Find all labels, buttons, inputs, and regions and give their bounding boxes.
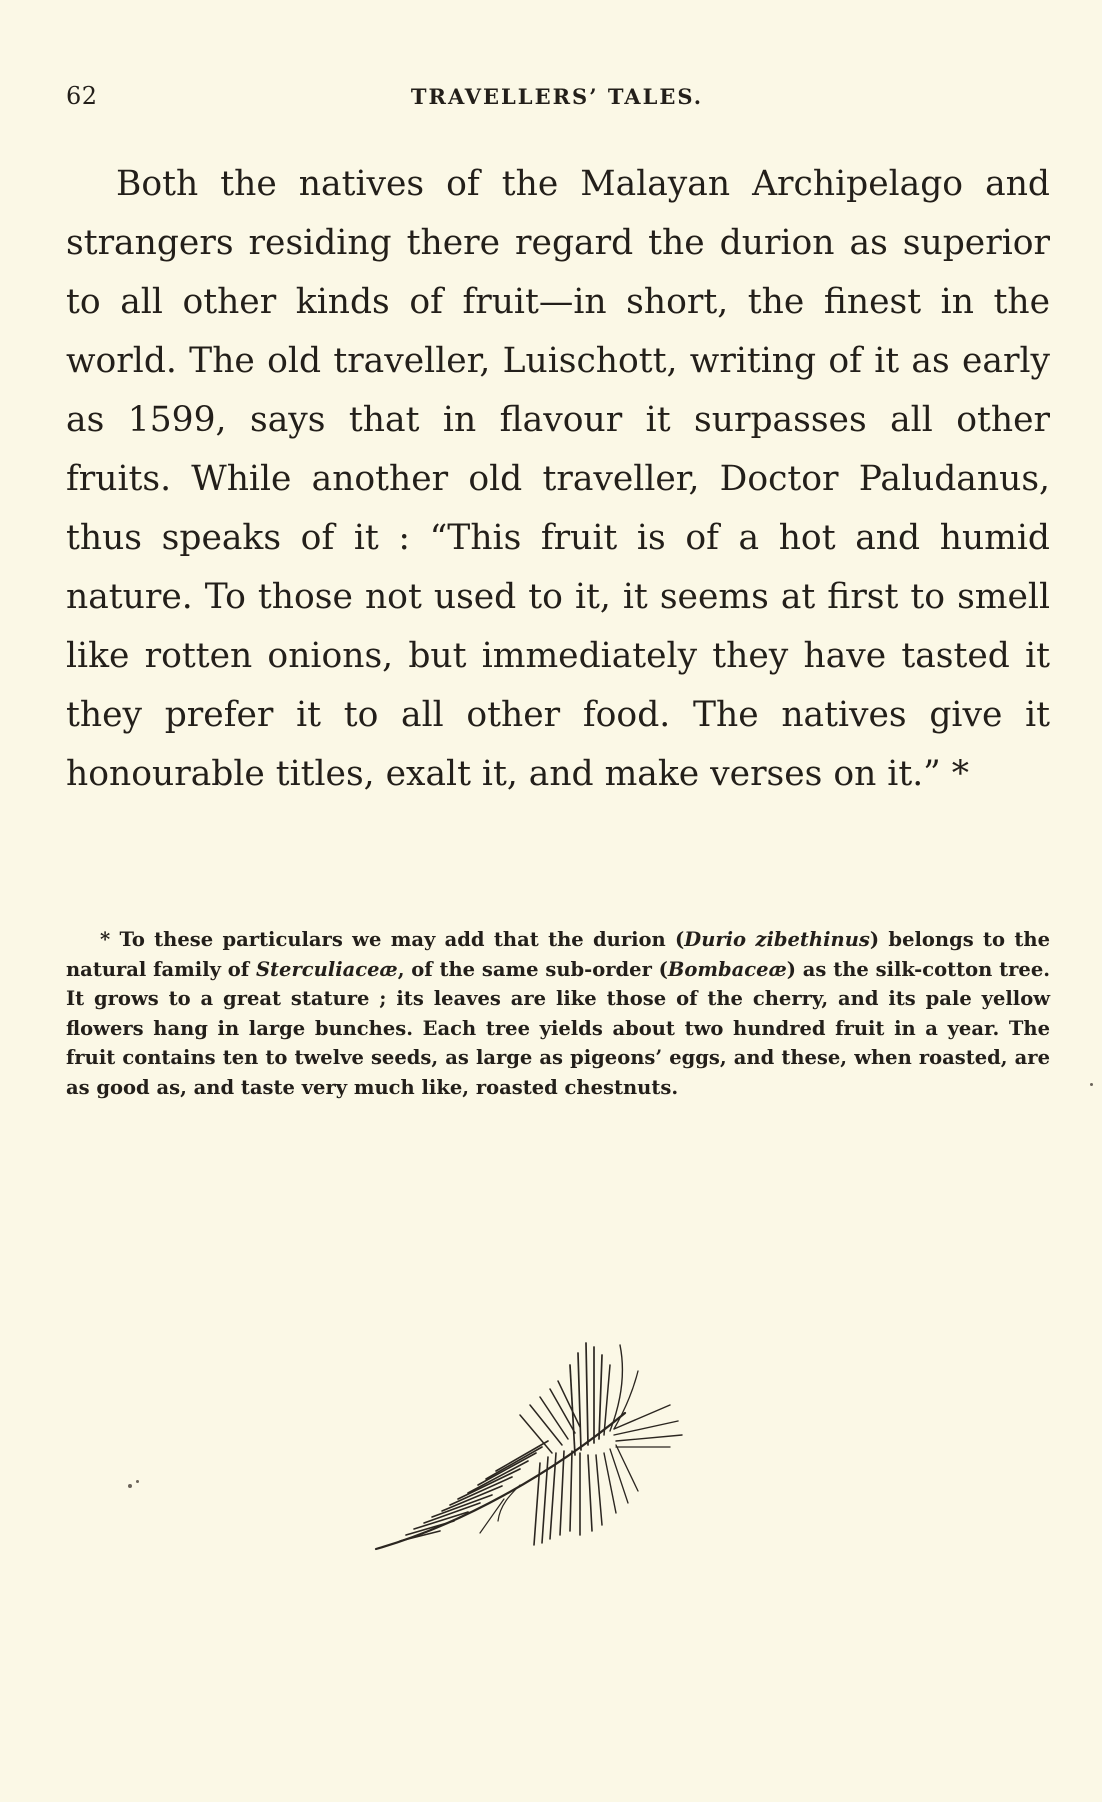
page-header xyxy=(66,82,1048,112)
footnote-latin-durio: Durio zibethinus xyxy=(684,928,870,951)
print-speck xyxy=(136,1480,139,1483)
footnote xyxy=(66,925,1050,1102)
print-speck xyxy=(1090,1083,1093,1086)
footnote-latin-bombaceae: Bombaceæ xyxy=(667,957,787,981)
footnote-text-3: , of the same sub-order ( xyxy=(397,957,668,981)
palm-frond-ornament-icon xyxy=(370,1335,760,1565)
running-title: TRAVELLERS’ TALES. xyxy=(410,84,704,109)
body-paragraph: Both the natives of the Malayan Archipelago and strangers residing there regard the durion as superior to all other kinds of fruit—in short, the finest in the world. The old traveller, Luischott, writing of it as early as 1599, says that in flavour it surpasses all other fruits. While another old traveller, Doctor Paludanus, thus speaks of it : “This fruit is of a hot and humid nature. To those not used to it, it seems at first to smell like rotten onions, but immediately they have tasted it they prefer it to all other food. The natives give it honourable titles, exalt it, and make verses on it.” * xyxy=(66,164,1050,794)
footnote-latin-sterculiaceae: Sterculiaceæ xyxy=(255,957,398,981)
footnote-text-1: * To these particulars we may add that the durion ( xyxy=(100,928,685,951)
footnote-text-4: ) as the silk-cotton tree. It grows to a great stature ; its leaves are like those of the cherry, and its pale yellow flowers hang in large bunches. Each tree yields about two hundred fruit in a year. The fruit contains ten to twelve seeds, as large as pigeons’ eggs, and these, when roasted, are as good as, and taste very much like, roasted chestnuts. xyxy=(66,957,1051,1099)
page-number: 62 xyxy=(66,82,98,110)
footnote-text-2: ) belongs to the natural family of xyxy=(66,928,1050,981)
print-speck xyxy=(128,1484,132,1488)
